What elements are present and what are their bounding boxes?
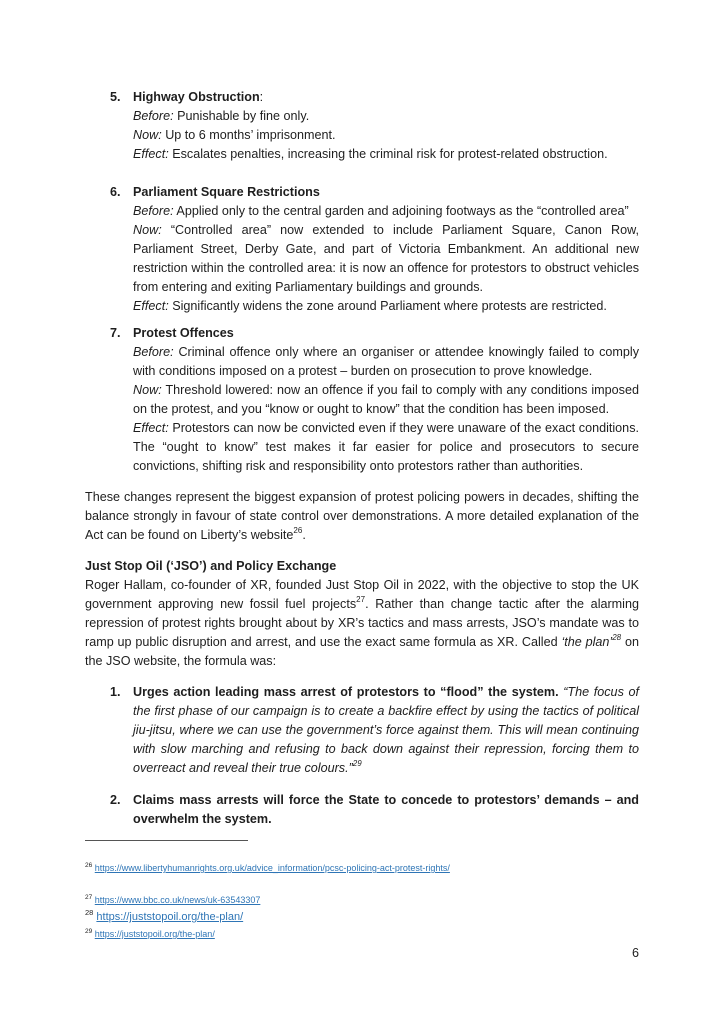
now-text: Up to 6 months’ imprisonment. bbox=[161, 128, 336, 142]
footnote-ref-28: 28 bbox=[612, 632, 622, 642]
footnote-number: 28 bbox=[85, 908, 94, 918]
effect-line bbox=[133, 297, 639, 316]
the-plan-italic: ‘the plan’ bbox=[561, 635, 613, 649]
plan-item-text bbox=[133, 683, 639, 778]
now-text: Threshold lowered: now an offence if you fail to comply with any conditions imposed on the protest, and you “know or ought to know” that the condition has been imposed. bbox=[133, 383, 639, 416]
effect-line bbox=[133, 145, 639, 164]
footnote-29 bbox=[85, 927, 639, 941]
now-line bbox=[133, 221, 639, 297]
plan-quote: “The focus of the first phase of our campaign is to create a backfire effect by using the tactics of political jiu-jitsu, where we can use the government’s force against them. This will mean continuing with slow marching and refusing to back down against their repression, forcing them to overreact and reveal their true colours.” bbox=[133, 685, 639, 775]
item-body bbox=[133, 183, 639, 316]
now-label: Now: bbox=[133, 128, 162, 142]
paragraph-text: . Rather than change tactic after the alarming repression of protest rights brought about by XR’s tactics and mass arrests, JSO’s mandate was to ramp up public disruption and arrest, and use the exact same formula as XR. Called bbox=[85, 597, 639, 649]
footnote-27 bbox=[85, 893, 639, 907]
item-title: Highway Obstruction bbox=[133, 90, 260, 104]
plan-bold-lead: Urges action leading mass arrest of protestors to “flood” the system. bbox=[133, 685, 564, 699]
effect-line bbox=[133, 419, 639, 476]
footnote-link[interactable]: https://juststopoil.org/the-plan/ bbox=[94, 929, 215, 939]
before-line bbox=[133, 107, 639, 126]
footnote-number: 29 bbox=[85, 928, 93, 935]
footnote-ref-26: 26 bbox=[293, 525, 303, 535]
plan-item-2 bbox=[85, 791, 639, 829]
page-number: 6 bbox=[631, 946, 639, 960]
effect-label: Effect: bbox=[133, 147, 169, 161]
effect-text: Significantly widens the zone around Parliament where protests are restricted. bbox=[168, 299, 607, 313]
before-line bbox=[133, 343, 639, 381]
now-label: Now: bbox=[133, 383, 162, 397]
list-number: 1. bbox=[110, 685, 121, 699]
now-label: Now: bbox=[133, 223, 162, 237]
effect-label: Effect: bbox=[133, 299, 169, 313]
footnote-link[interactable]: https://www.bbc.co.uk/news/uk-63543307 bbox=[94, 895, 261, 905]
before-label: Before: bbox=[133, 345, 174, 359]
footnote-link[interactable]: https://www.libertyhumanrights.org.uk/advice_information/pcsc-policing-act-protest-rights/ bbox=[94, 863, 450, 873]
before-text: Punishable by fine only. bbox=[173, 109, 310, 123]
footnote-28 bbox=[85, 909, 639, 925]
plan-item-text bbox=[133, 791, 639, 829]
paragraph-text: Roger Hallam, co-founder of XR, founded Just Stop Oil in 2022, with the objective to stop the UK government approving new fossil fuel projects bbox=[85, 578, 639, 611]
footnote-ref-27: 27 bbox=[356, 594, 366, 604]
paragraph-text: These changes represent the biggest expansion of protest policing powers in decades, shifting the balance strongly in favour of state control over demonstrations. A more detailed explanation of the Act can be found on Liberty’s website bbox=[85, 490, 639, 542]
item-title: Protest Offences bbox=[133, 326, 234, 340]
item-body bbox=[133, 324, 639, 476]
list-number: 5. bbox=[110, 90, 121, 104]
numbered-item-6 bbox=[85, 183, 639, 316]
now-text: “Controlled area” now extended to include Parliament Square, Canon Row, Parliament Street, Derby Gate, and part of Victoria Embankment. An additional new restriction within the controlled area: it is now an offence for protestors to obstruct vehicles from entering and exiting Parliamentary buildings and grounds. bbox=[133, 223, 639, 294]
now-line bbox=[133, 381, 639, 419]
footnote-separator bbox=[85, 840, 248, 841]
footnote-26 bbox=[85, 861, 639, 875]
item-title: Parliament Square Restrictions bbox=[133, 185, 320, 199]
paragraph-tail: . bbox=[302, 528, 306, 542]
list-number: 7. bbox=[110, 326, 121, 340]
now-line bbox=[133, 126, 639, 145]
footnote-number: 27 bbox=[85, 894, 93, 901]
section-heading: Just Stop Oil (‘JSO’) and Policy Exchange bbox=[85, 559, 337, 573]
list-number: 6. bbox=[110, 185, 121, 199]
item-title-line bbox=[133, 183, 639, 202]
before-label: Before: bbox=[133, 109, 174, 123]
item-body bbox=[133, 88, 639, 164]
before-text: Applied only to the central garden and adjoining footways as the “controlled area” bbox=[173, 204, 629, 218]
item-title-suffix: : bbox=[259, 90, 264, 104]
before-label: Before: bbox=[133, 204, 174, 218]
list-number: 2. bbox=[110, 793, 121, 807]
footnote-link[interactable]: https://juststopoil.org/the-plan/ bbox=[96, 911, 244, 923]
before-text: Criminal offence only where an organiser or attendee knowingly failed to comply with conditions imposed on a protest – burden on prosecution to prove knowledge. bbox=[133, 345, 639, 378]
item-title-line bbox=[133, 88, 639, 107]
item-body bbox=[133, 683, 639, 778]
effect-label: Effect: bbox=[133, 421, 169, 435]
before-line bbox=[133, 202, 639, 221]
numbered-item-5 bbox=[85, 88, 639, 164]
item-title-line bbox=[133, 324, 639, 343]
numbered-item-7 bbox=[85, 324, 639, 476]
footnote-number: 26 bbox=[85, 862, 93, 869]
effect-text: Escalates penalties, increasing the criminal risk for protest-related obstruction. bbox=[168, 147, 608, 161]
footnote-ref-29: 29 bbox=[352, 758, 362, 768]
paragraph-jso bbox=[85, 576, 639, 671]
item-body bbox=[133, 791, 639, 829]
effect-text: Protestors can now be convicted even if they were unaware of the exact conditions. The “ought to know” test makes it far easier for police and prosecutors to secure convictions, shifting risk and responsibility onto protestors rather than authorities. bbox=[133, 421, 639, 473]
plan-item-1 bbox=[85, 683, 639, 778]
paragraph-these-changes bbox=[85, 488, 639, 545]
plan-bold-lead: Claims mass arrests will force the State to concede to protestors’ demands – and overwhelm the system. bbox=[133, 793, 639, 826]
paragraph-text: on the JSO website, the formula was: bbox=[85, 635, 639, 668]
